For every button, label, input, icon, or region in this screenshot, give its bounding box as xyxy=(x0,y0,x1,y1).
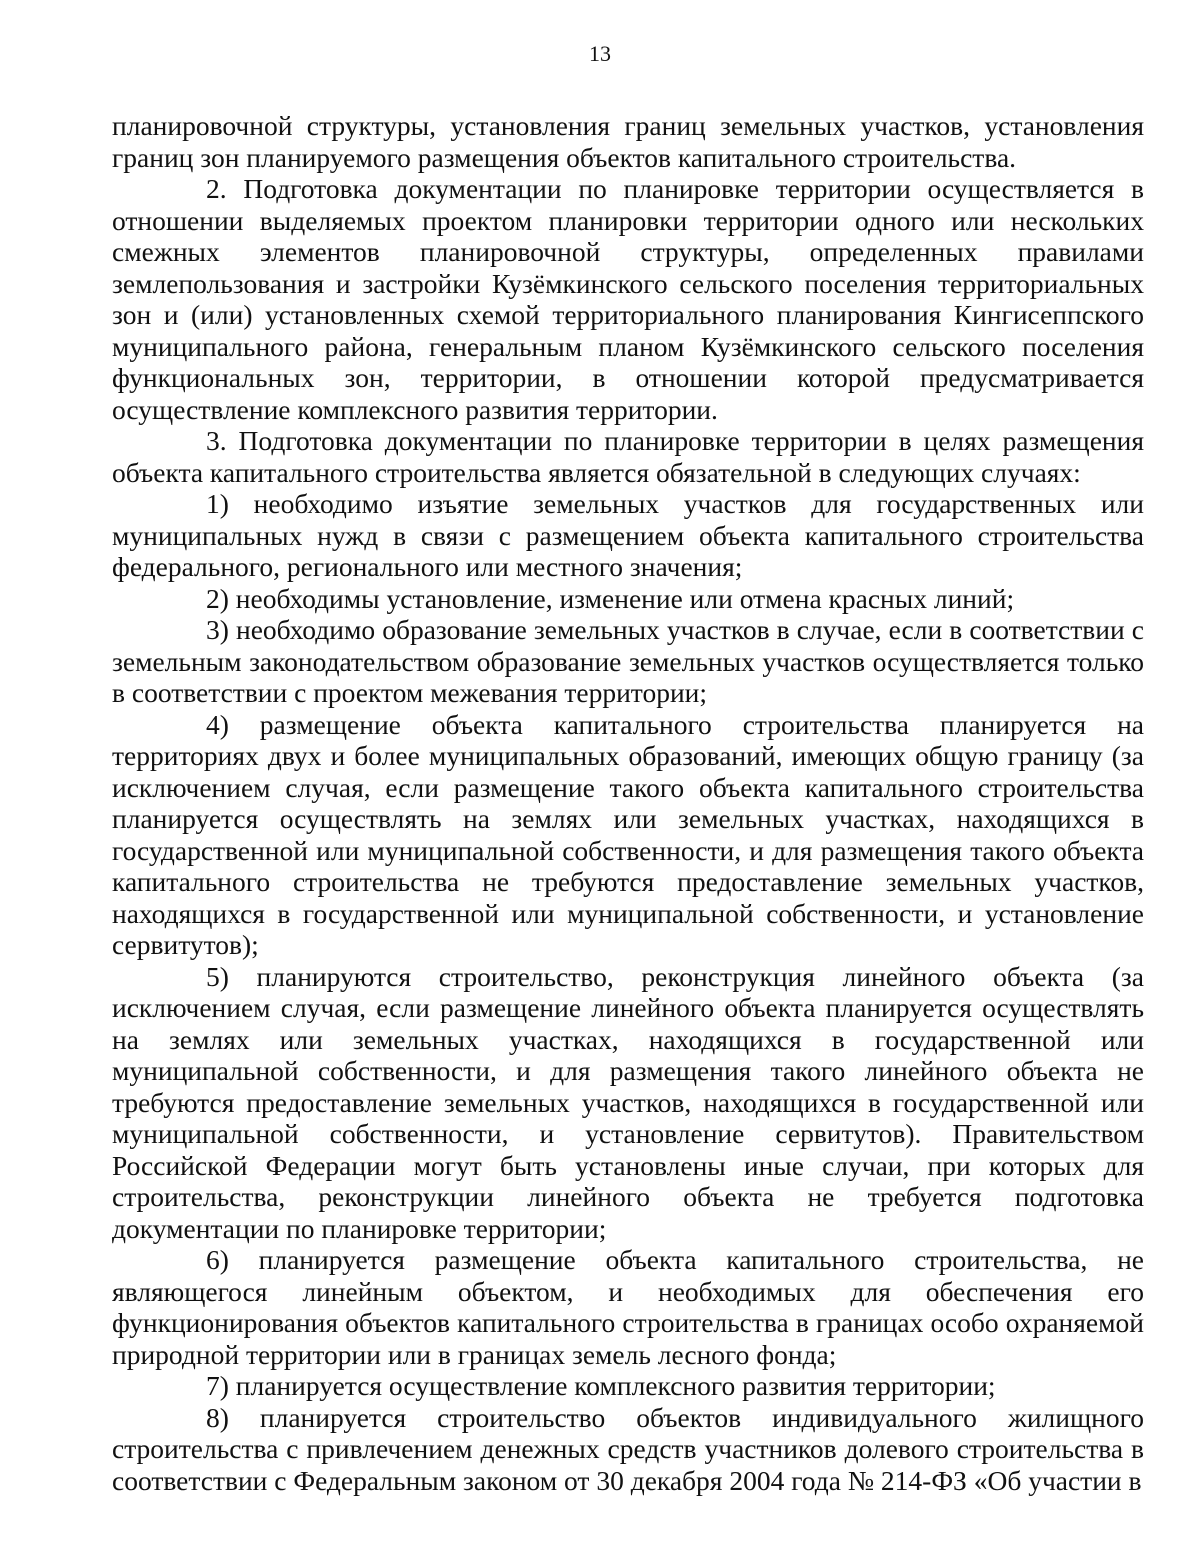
paragraph-item-2: 2. Подготовка документации по планировке территории осуществляется в отношении выделяемых проектом планировки территории одного или нескольких смежных элементов планировочной структуры, определенных правилами землепользования и застройки Кузёмкинского сельского поселения территориальных зон и (или) установленных схемой территориального планирования Кингисеппского муниципального района, генеральным планом Кузёмкинского сельского поселения функциональных зон, территории, в отношении которой предусматривается осуществление комплексного развития территории. xyxy=(112,173,1144,425)
list-item-6: 6) планируется размещение объекта капитального строительства, не являющегося линейным объектом, и необходимых для обеспечения его функционирования объектов капитального строительства в границах особо охраняемой природной территории или в границах земель лесного фонда; xyxy=(112,1244,1144,1370)
list-item-2: 2) необходимы установление, изменение или отмена красных линий; xyxy=(206,582,1015,614)
page-number: 13 xyxy=(589,41,611,66)
list-item-1: 1) необходимо изъятие земельных участков для государственных или муниципальных нужд в связи с размещением объекта капитального строительства федерального, регионального или местного значения; xyxy=(112,488,1144,582)
list-item-5: 5) планируются строительство, реконструкция линейного объекта (за исключением случая, если размещение линейного объекта планируется осуществлять на землях или земельных участках, находящихся в государственной или муниципальной собственности, и для размещения такого линейного объекта не требуются предоставление земельных участков, находящихся в государственной или муниципальной собственности, и установление сервитутов). Правительством Российской Федерации могут быть установлены иные случаи, при которых для строительства, реконструкции линейного объекта не требуется подготовка документации по планировке территории; xyxy=(112,960,1144,1244)
paragraph-item-3: 3. Подготовка документации по планировке территории в целях размещения объекта капитального строительства является обязательной в следующих случаях: xyxy=(112,425,1144,488)
list-item-4: 4) размещение объекта капитального строительства планируется на территориях двух и более муниципальных образований, имеющих общую границу (за исключением случая, если размещение такого объекта капитального строительства планируется осуществлять на землях или земельных участках, находящихся в государственной или муниципальной собственности, и для размещения такого объекта капитального строительства не требуются предоставление земельных участков, находящихся в государственной или муниципальной собственности, и установление сервитутов); xyxy=(112,708,1144,960)
list-item-3: 3) необходимо образование земельных участков в случае, если в соответствии с земельным законодательством образование земельных участков осуществляется только в соответствии с проектом межевания территории; xyxy=(112,614,1144,708)
list-item-7: 7) планируется осуществление комплексного развития территории; xyxy=(206,1370,996,1401)
paragraph-continuation: планировочной структуры, установления границ земельных участков, установления границ зон планируемого размещения объектов капитального строительства. xyxy=(112,110,1144,173)
document-body xyxy=(112,110,1144,1496)
list-item-8: 8) планируется строительство объектов индивидуального жилищного строительства с привлечением денежных средств участников долевого строительства в соответствии с Федеральным законом от 30 декабря 2004 года № 214-ФЗ «Об участии в xyxy=(112,1401,1144,1496)
